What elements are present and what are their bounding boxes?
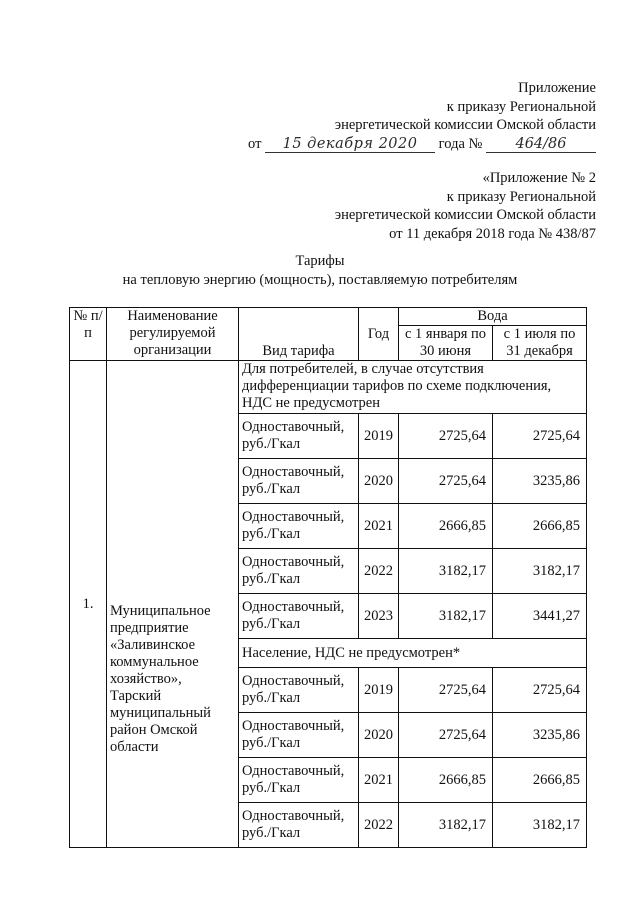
- first-half-value: 3182,17: [399, 594, 493, 639]
- date-prefix: от: [248, 135, 262, 152]
- tariff-type: Одноставочный, руб./Гкал: [239, 459, 359, 504]
- second-half-value: 2725,64: [493, 668, 587, 713]
- first-half-value: 2666,85: [399, 758, 493, 803]
- second-half-value: 2666,85: [493, 504, 587, 549]
- year-cell: 2023: [359, 594, 399, 639]
- second-half-value: 3182,17: [493, 549, 587, 594]
- second-half-value: 3235,86: [493, 713, 587, 758]
- second-half-value: 3182,17: [493, 803, 587, 848]
- year-cell: 2020: [359, 459, 399, 504]
- header-water: Вода: [399, 308, 587, 326]
- header-year: Год: [359, 308, 399, 361]
- header-period-2: с 1 июля по 31 декабря: [493, 326, 587, 361]
- tariff-type: Одноставочный, руб./Гкал: [239, 713, 359, 758]
- year-word: года №: [438, 135, 483, 152]
- row-number: 1.: [70, 361, 107, 848]
- first-half-value: 2725,64: [399, 414, 493, 459]
- first-half-value: 2666,85: [399, 504, 493, 549]
- appendix-line: энергетической комиссии Омской области: [334, 117, 596, 133]
- year-cell: 2021: [359, 504, 399, 549]
- first-half-value: 3182,17: [399, 803, 493, 848]
- year-cell: 2019: [359, 414, 399, 459]
- prev-appendix-line: энергетической комиссии Омской области: [334, 207, 596, 223]
- first-half-value: 2725,64: [399, 668, 493, 713]
- tariff-type: Одноставочный, руб./Гкал: [239, 504, 359, 549]
- title-line-1: Тарифы: [295, 253, 345, 269]
- second-half-value: 2725,64: [493, 414, 587, 459]
- second-half-value: 3441,27: [493, 594, 587, 639]
- title-line-2: на тепловую энергию (мощность), поставляемую потребителям: [122, 271, 518, 288]
- tariff-table: [69, 307, 587, 848]
- header-num: № п/п: [70, 308, 107, 361]
- tariff-type: Одноставочный, руб./Гкал: [239, 758, 359, 803]
- first-half-value: 2725,64: [399, 459, 493, 504]
- second-half-value: 2666,85: [493, 758, 587, 803]
- prev-appendix-line: к приказу Региональной: [446, 188, 596, 205]
- section-label: Для потребителей, в случае отсутствия дифференциации тарифов по схеме подключения, НДС не предусмотрен: [239, 361, 587, 414]
- year-cell: 2021: [359, 758, 399, 803]
- tariff-type: Одноставочный, руб./Гкал: [239, 549, 359, 594]
- year-cell: 2019: [359, 668, 399, 713]
- prev-appendix-line: от 11 декабря 2018 года № 438/87: [389, 225, 596, 242]
- header-tariff-type: Вид тарифа: [239, 308, 359, 361]
- tariff-type: Одноставочный, руб./Гкал: [239, 668, 359, 713]
- tariff-type: Одноставочный, руб./Гкал: [239, 803, 359, 848]
- first-half-value: 2725,64: [399, 713, 493, 758]
- second-half-value: 3235,86: [493, 459, 587, 504]
- handwritten-date: 15 декабря 2020: [265, 136, 435, 153]
- appendix-line: Приложение: [518, 80, 596, 96]
- year-cell: 2022: [359, 549, 399, 594]
- year-cell: 2020: [359, 713, 399, 758]
- year-cell: 2022: [359, 803, 399, 848]
- appendix-header: [248, 79, 596, 153]
- appendix-date-line: [248, 135, 596, 154]
- handwritten-number: 464/86: [486, 136, 596, 153]
- document-title: [0, 252, 640, 289]
- previous-appendix-header: [335, 169, 596, 243]
- prev-appendix-line: «Приложение № 2: [482, 170, 596, 186]
- appendix-line: к приказу Региональной: [446, 98, 596, 115]
- first-half-value: 3182,17: [399, 549, 493, 594]
- tariff-type: Одноставочный, руб./Гкал: [239, 414, 359, 459]
- tariff-type: Одноставочный, руб./Гкал: [239, 594, 359, 639]
- header-organization: Наименование регулируемой организации: [107, 308, 239, 361]
- organization-name: Муниципальное предприятие «Заливинское коммунальное хозяйство», Тарский муниципальный район Омской области: [107, 361, 239, 848]
- header-period-1: с 1 января по 30 июня: [399, 326, 493, 361]
- section-label: Население, НДС не предусмотрен*: [239, 639, 587, 668]
